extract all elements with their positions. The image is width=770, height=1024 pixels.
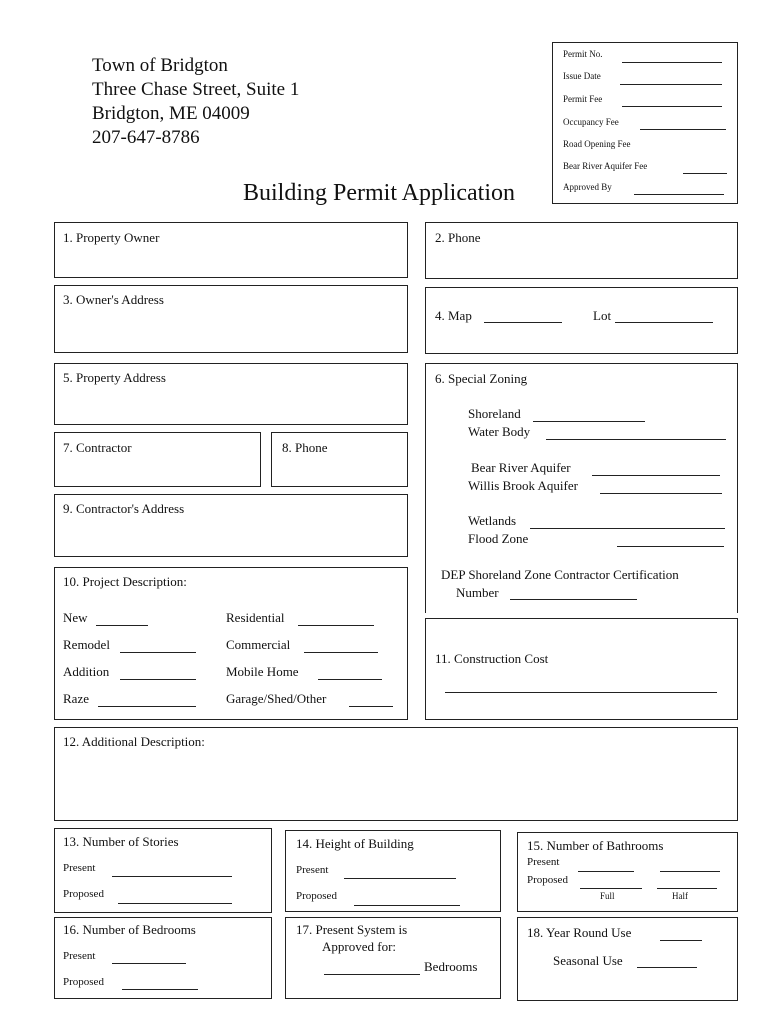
occupancy-fee-field[interactable] (640, 129, 726, 130)
addition-label: Addition (63, 664, 110, 679)
permit-no-field[interactable] (622, 62, 722, 63)
construction-cost-field[interactable] (445, 692, 717, 693)
bear-river-field[interactable] (592, 475, 720, 476)
shoreland-field[interactable] (533, 421, 645, 422)
bathrooms-proposed-label: Proposed (527, 874, 568, 886)
bedrooms-present-label: Present (63, 950, 96, 962)
dep-certification-label: DEP Shoreland Zone Contractor Certification (441, 567, 679, 582)
road-opening-fee-label: Road Opening Fee (563, 139, 631, 149)
remodel-field[interactable] (120, 652, 196, 653)
property-owner-label: 1. Property Owner (63, 230, 160, 245)
bathrooms-present-half-field[interactable] (660, 871, 720, 872)
raze-field[interactable] (98, 706, 196, 707)
commercial-label: Commercial (226, 637, 291, 652)
special-zoning-label: 6. Special Zoning (435, 371, 528, 386)
owners-address-label: 3. Owner's Address (63, 292, 164, 307)
commercial-field[interactable] (304, 652, 378, 653)
construction-cost-label: 11. Construction Cost (435, 651, 549, 666)
year-round-field[interactable] (660, 940, 702, 941)
property-address-label: 5. Property Address (63, 370, 166, 385)
addition-field[interactable] (120, 679, 196, 680)
issue-date-field[interactable] (620, 84, 722, 85)
stories-label: 13. Number of Stories (63, 834, 179, 849)
contractor-phone-label: 8. Phone (282, 440, 328, 455)
approved-by-label: Approved By (563, 182, 612, 192)
map-field[interactable] (484, 322, 562, 323)
height-proposed-field[interactable] (354, 905, 460, 906)
permit-no-label: Permit No. (563, 49, 603, 59)
issue-date-label: Issue Date (563, 71, 601, 81)
wetlands-field[interactable] (530, 528, 725, 529)
construction-cost-box (425, 618, 738, 720)
town-city: Bridgton, ME 04009 (92, 103, 250, 124)
height-label: 14. Height of Building (296, 836, 414, 851)
bedrooms-proposed-field[interactable] (122, 989, 198, 990)
lot-field[interactable] (615, 322, 713, 323)
phone-label: 2. Phone (435, 230, 481, 245)
stories-proposed-field[interactable] (118, 903, 232, 904)
lot-label: Lot (593, 308, 612, 323)
remodel-label: Remodel (63, 637, 110, 652)
full-label: Full (600, 891, 615, 901)
mobile-home-label: Mobile Home (226, 664, 299, 679)
year-round-label: 18. Year Round Use (527, 925, 632, 940)
contractors-address-label: 9. Contractor's Address (63, 501, 185, 516)
garage-field[interactable] (349, 706, 393, 707)
residential-label: Residential (226, 610, 285, 625)
contractor-label: 7. Contractor (63, 440, 132, 455)
stories-proposed-label: Proposed (63, 888, 104, 900)
willis-brook-field[interactable] (600, 493, 722, 494)
residential-field[interactable] (298, 625, 374, 626)
wetlands-label: Wetlands (468, 513, 517, 528)
seasonal-field[interactable] (637, 967, 697, 968)
stories-present-label: Present (63, 862, 96, 874)
height-present-label: Present (296, 864, 329, 876)
approved-by-field[interactable] (634, 194, 724, 195)
bathrooms-proposed-half-field[interactable] (657, 888, 717, 889)
flood-zone-field[interactable] (617, 546, 724, 547)
page-title: Building Permit Application (243, 180, 515, 206)
permit-fee-field[interactable] (622, 106, 722, 107)
bathrooms-present-label: Present (527, 856, 560, 868)
bathrooms-present-full-field[interactable] (578, 871, 634, 872)
bathrooms-label: 15. Number of Bathrooms (527, 838, 664, 853)
new-label: New (63, 610, 88, 625)
willis-brook-label: Willis Brook Aquifer (468, 478, 578, 493)
septic-bedrooms-field[interactable] (324, 974, 420, 975)
map-lot-box (425, 287, 738, 354)
height-proposed-label: Proposed (296, 890, 337, 902)
occupancy-fee-label: Occupancy Fee (563, 117, 619, 127)
shoreland-label: Shoreland (468, 406, 521, 421)
additional-description-label: 12. Additional Description: (63, 734, 205, 749)
town-name: Town of Bridgton (92, 55, 228, 76)
dep-number-field[interactable] (510, 599, 637, 600)
dep-number-label: Number (456, 585, 499, 600)
septic-label-line2: Approved for: (322, 939, 397, 954)
aquifer-fee-field[interactable] (683, 173, 727, 174)
mobile-home-field[interactable] (318, 679, 382, 680)
raze-label: Raze (63, 691, 89, 706)
aquifer-fee-label: Bear River Aquifer Fee (563, 161, 648, 171)
bedrooms-label: 16. Number of Bedrooms (63, 922, 196, 937)
project-description-label: 10. Project Description: (63, 574, 187, 589)
bedrooms-proposed-label: Proposed (63, 976, 104, 988)
half-label: Half (672, 891, 688, 901)
bedrooms-present-field[interactable] (112, 963, 186, 964)
new-field[interactable] (96, 625, 148, 626)
garage-label: Garage/Shed/Other (226, 691, 327, 706)
bear-river-label: Bear River Aquifer (471, 460, 571, 475)
height-present-field[interactable] (344, 878, 456, 879)
permit-fee-label: Permit Fee (563, 94, 603, 104)
stories-present-field[interactable] (112, 876, 232, 877)
map-label: 4. Map (435, 308, 472, 323)
bathrooms-proposed-full-field[interactable] (580, 888, 642, 889)
septic-bedrooms-label: Bedrooms (424, 959, 478, 974)
septic-label-line1: 17. Present System is (296, 922, 408, 937)
flood-zone-label: Flood Zone (468, 531, 529, 546)
water-body-field[interactable] (546, 439, 726, 440)
seasonal-label: Seasonal Use (553, 953, 623, 968)
town-street: Three Chase Street, Suite 1 (92, 79, 300, 100)
town-phone: 207-647-8786 (92, 127, 200, 148)
water-body-label: Water Body (468, 424, 531, 439)
